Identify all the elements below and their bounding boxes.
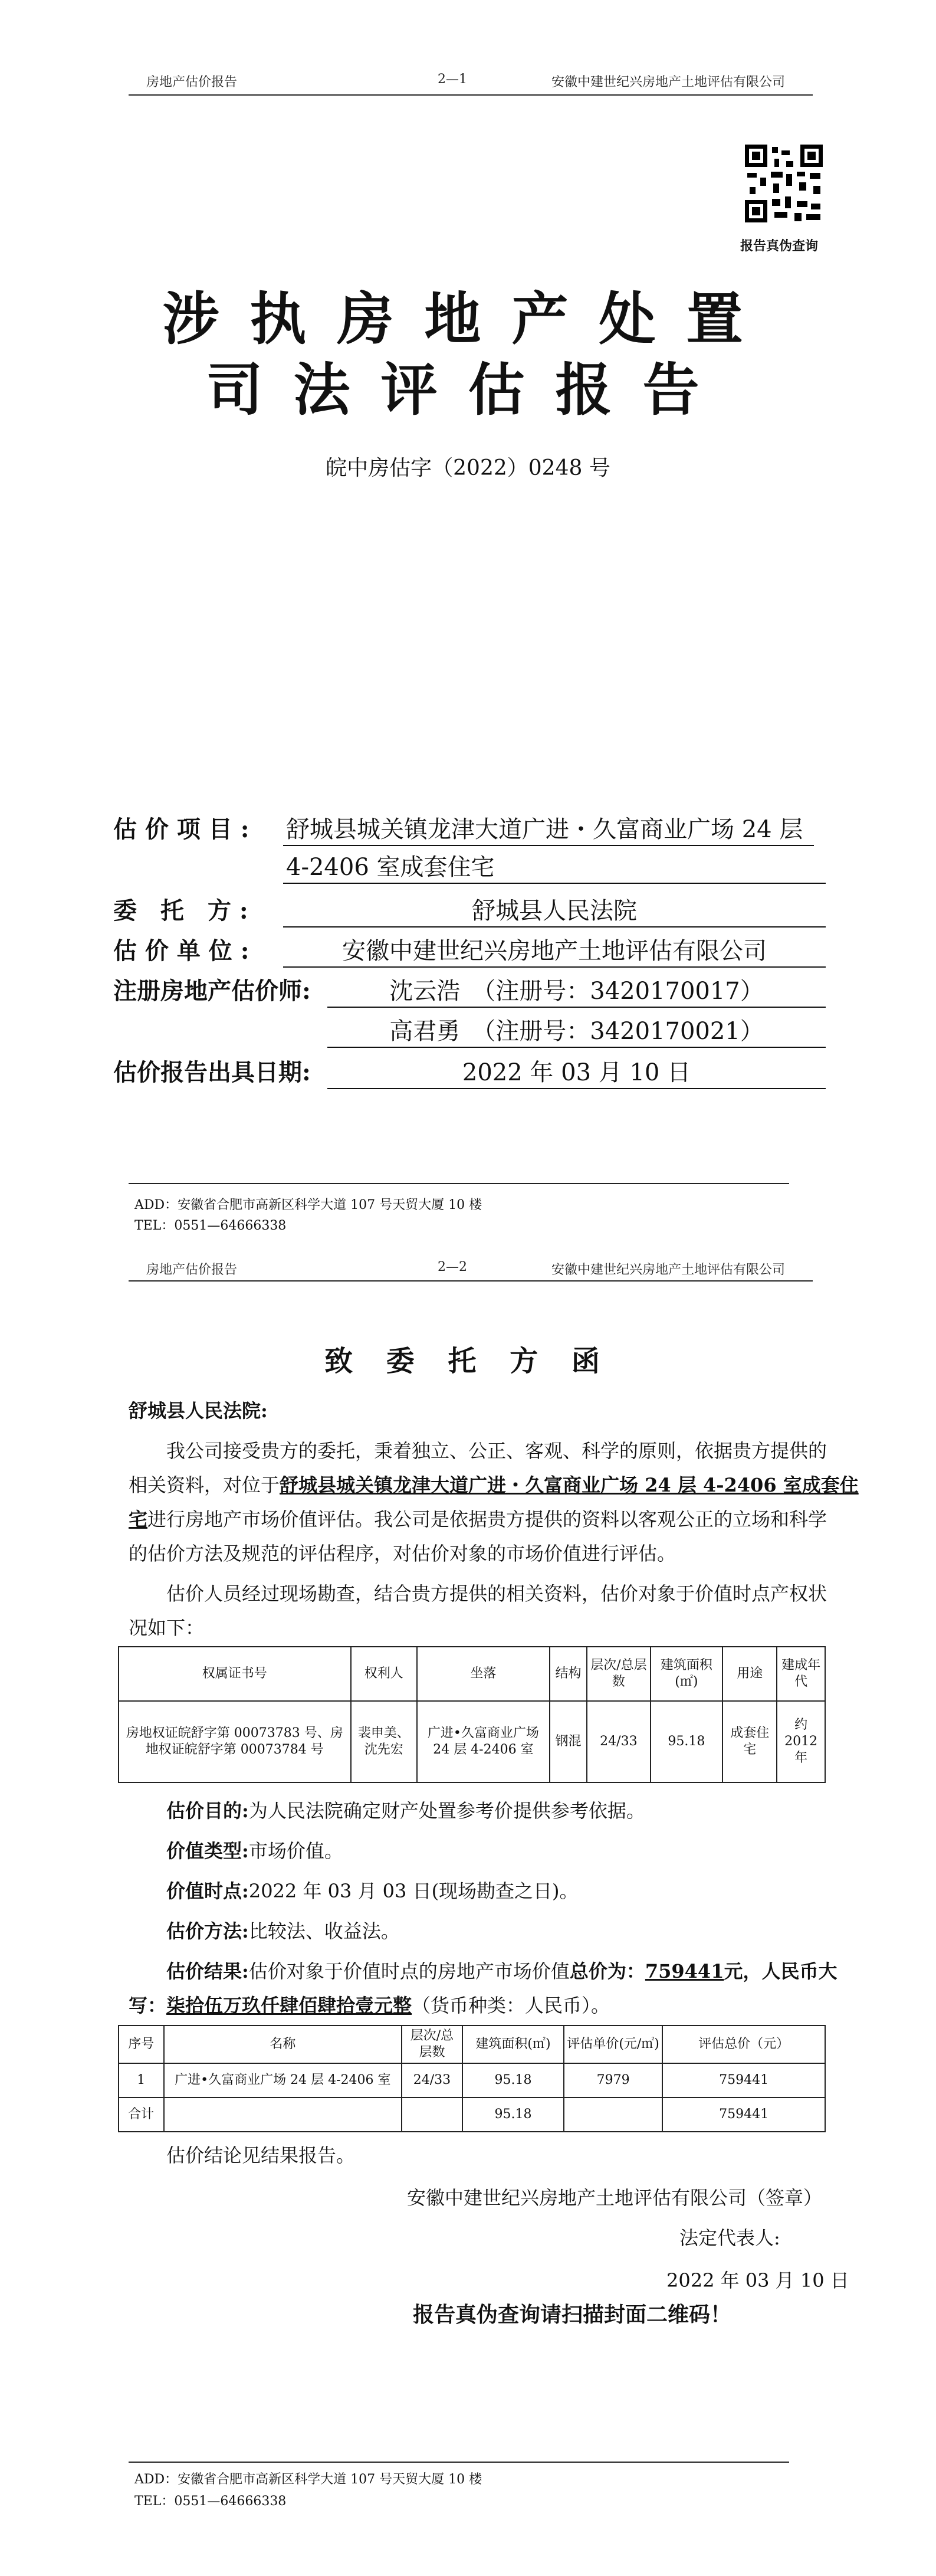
t2-header-total: 评估总价（元） [662, 2026, 825, 2063]
t1-cert: 房地权证皖舒字第 00073783 号、房地权证皖舒字第 00073784 号 [119, 1701, 351, 1782]
t1-area: 95.18 [651, 1701, 723, 1782]
legal-representative: 法定代表人: [679, 2227, 780, 2249]
t2-r1-floor: 24/33 [402, 2063, 462, 2097]
page1-header-rule [129, 94, 813, 96]
client-label: 委 托 方 : [113, 897, 248, 925]
t1-header-cert: 权属证书号 [119, 1647, 351, 1701]
valuation-result-table [118, 2025, 826, 2132]
t2-sum-name [164, 2097, 402, 2132]
appraiser-label: 注册房地产估价师: [113, 977, 311, 1005]
para2-line1: 估价人员经过现场勘查，结合贵方提供的相关资料，估价对象于价值时点产权状 [166, 1582, 827, 1605]
project-underline-1 [283, 845, 814, 846]
project-underline-2 [283, 883, 826, 884]
t2-r1-name: 广进•久富商业广场 24 层 4-2406 室 [164, 2063, 402, 2097]
t1-header-owner: 权利人 [351, 1647, 417, 1701]
t2-sum-unit-price [564, 2097, 662, 2132]
unit-value: 安徽中建世纪兴房地产土地评估有限公司 [342, 938, 767, 965]
signing-date: 2022 年 03 月 10 日 [666, 2269, 849, 2292]
para1-line1: 我公司接受贵方的委托，秉着独立、公正、客观、科学的原则，依据贵方提供的 [166, 1440, 827, 1462]
para1-line4: 的估价方法及规范的评估程序，对估价对象的市场价值进行评估。 [129, 1542, 676, 1565]
value-time-label: 价值时点: [166, 1880, 249, 1902]
result-total-label: 总价为： [569, 1960, 645, 1982]
client-underline [283, 926, 826, 928]
result-text: 估价对象于价值时点的房地产市场价值 [248, 1960, 570, 1982]
t2-header-area: 建筑面积(㎡) [462, 2026, 564, 2063]
report-title-line2: 司法评估报告 [206, 356, 730, 423]
page2-header-page: 2—2 [438, 1260, 467, 1274]
para1-line3-text: 进行房地产市场价值评估。我公司是依据贵方提供的资料以客观公正的立场和科学 [147, 1508, 827, 1530]
value-type-label: 价值类型: [166, 1840, 249, 1862]
t2-header-name: 名称 [164, 2026, 402, 2063]
t2-r1-unit-price: 7979 [564, 2063, 662, 2097]
t2-sum-floor [402, 2097, 462, 2132]
para2-line2: 况如下： [129, 1617, 205, 1639]
project-label: 估 价 项 目 : [113, 815, 249, 843]
t2-r1-area: 95.18 [462, 2063, 564, 2097]
result-chinese-amount: 柒拾伍万玖仟肆佰肆拾壹元整 [166, 1994, 412, 2017]
appraiser-2: 高君勇 （注册号：3420170021） [389, 1018, 764, 1045]
project-value-line1: 舒城县城关镇龙津大道广进・久富商业广场 24 层 [286, 816, 803, 843]
page2-footer-tel: TEL：0551—64666338 [134, 2494, 287, 2509]
t2-header-unit-price: 评估单价(元/㎡) [564, 2026, 662, 2063]
t2-r1-no: 1 [119, 2063, 164, 2097]
t2-header-floor: 层次/总层数 [402, 2026, 462, 2063]
conclusion: 估价结论见结果报告。 [166, 2144, 356, 2167]
property-address: 舒城县城关镇龙津大道广进・久富商业广场 24 层 4-2406 室成套住 [280, 1474, 859, 1496]
appraiser-1: 沈云浩 （注册号：3420170017） [389, 978, 764, 1005]
issue-date-label: 估价报告出具日期: [113, 1058, 311, 1086]
t1-use: 成套住宅 [722, 1701, 777, 1782]
signing-company: 安徽中建世纪兴房地产土地评估有限公司（签章） [407, 2187, 823, 2209]
page2-header-right: 安徽中建世纪兴房地产土地评估有限公司 [551, 1263, 786, 1277]
page2-header-left: 房地产估价报告 [146, 1263, 238, 1277]
para1-line2-text: 相关资料，对位于 [129, 1474, 280, 1496]
table-row [119, 1701, 825, 1782]
result-label: 估价结果: [166, 1960, 249, 1982]
issue-date-value: 2022 年 03 月 10 日 [462, 1059, 691, 1086]
purpose-line [166, 1794, 645, 1828]
value-time-line [166, 1874, 579, 1908]
purpose-value: 为人民法院确定财产处置参考价提供参考依据。 [248, 1800, 645, 1822]
page2-header-rule [129, 1280, 813, 1282]
page2-footer-rule [129, 2462, 789, 2463]
appraiser-2-underline [327, 1047, 826, 1048]
t2-sum-area: 95.18 [462, 2097, 564, 2132]
client-value: 舒城县人民法院 [472, 897, 637, 925]
unit-label: 估 价 单 位 : [113, 937, 249, 965]
value-type-line [166, 1834, 343, 1868]
result-total-value: 759441 [645, 1960, 724, 1982]
project-value-line2: 4-2406 室成套住宅 [286, 854, 495, 881]
page1-footer-rule [129, 1183, 789, 1184]
t2-sum-total: 759441 [662, 2097, 825, 2132]
appraiser-1-underline [327, 1007, 826, 1008]
para1-line3 [129, 1502, 827, 1536]
report-title-line1: 涉执房地产处置 [162, 286, 774, 352]
property-address-end: 宅 [129, 1508, 148, 1530]
result-line1 [166, 1954, 837, 1988]
table-row [119, 2063, 825, 2097]
t2-r1-total: 759441 [662, 2063, 825, 2097]
result-unit: 元，人民币大 [724, 1960, 838, 1982]
page1-header-page: 2—1 [438, 72, 467, 87]
t1-header-floor: 层次/总层数 [587, 1647, 650, 1701]
unit-underline [283, 966, 826, 968]
value-time-value: 2022 年 03 月 03 日(现场勘查之日)。 [248, 1880, 579, 1902]
t2-sum-label: 合计 [119, 2097, 164, 2132]
t1-header-year: 建成年代 [777, 1647, 825, 1701]
report-number: 皖中房估字（2022）0248 号 [326, 456, 610, 480]
page2-footer-address: ADD：安徽省合肥市高新区科学大道 107 号天贸大厦 10 楼 [134, 2472, 482, 2487]
property-rights-table [118, 1646, 826, 1783]
purpose-label: 估价目的: [166, 1800, 249, 1822]
value-type-value: 市场价值。 [248, 1840, 343, 1862]
issue-date-underline [327, 1088, 826, 1089]
t1-header-use: 用途 [722, 1647, 777, 1701]
method-label: 估价方法: [166, 1920, 249, 1942]
t1-header-area: 建筑面积(㎡) [651, 1647, 723, 1701]
page1-header-right: 安徽中建世纪兴房地产土地评估有限公司 [551, 75, 786, 90]
t1-header-structure: 结构 [550, 1647, 587, 1701]
page1-header-left: 房地产估价报告 [146, 75, 238, 90]
qr-code-icon [745, 145, 823, 222]
t1-structure: 钢混 [550, 1701, 587, 1782]
t1-floor: 24/33 [587, 1701, 650, 1782]
t1-header-location: 坐落 [417, 1647, 550, 1701]
t2-header-no: 序号 [119, 2026, 164, 2063]
t1-owner: 裴申美、沈先宏 [351, 1701, 417, 1782]
para1-line2 [129, 1468, 859, 1502]
page1-footer-address: ADD：安徽省合肥市高新区科学大道 107 号天贸大厦 10 楼 [134, 1198, 482, 1212]
method-line [166, 1914, 400, 1948]
result-line2 [129, 1988, 610, 2023]
table-row [119, 2097, 825, 2132]
qr-caption: 报告真伪查询 [740, 238, 819, 254]
page1-footer-tel: TEL：0551—64666338 [134, 1218, 287, 1233]
salutation: 舒城县人民法院: [129, 1400, 268, 1422]
result-line2-prefix: 写： [129, 1994, 167, 2017]
method-value: 比较法、收益法。 [248, 1920, 400, 1942]
t1-location: 广进•久富商业广场 24 层 4-2406 室 [417, 1701, 550, 1782]
letter-title: 致 委 托 方 函 [324, 1345, 612, 1378]
t1-year: 约 2012 年 [777, 1701, 825, 1782]
verify-note: 报告真伪查询请扫描封面二维码！ [413, 2302, 732, 2327]
result-currency: （货币种类：人民币）。 [412, 1994, 610, 2017]
